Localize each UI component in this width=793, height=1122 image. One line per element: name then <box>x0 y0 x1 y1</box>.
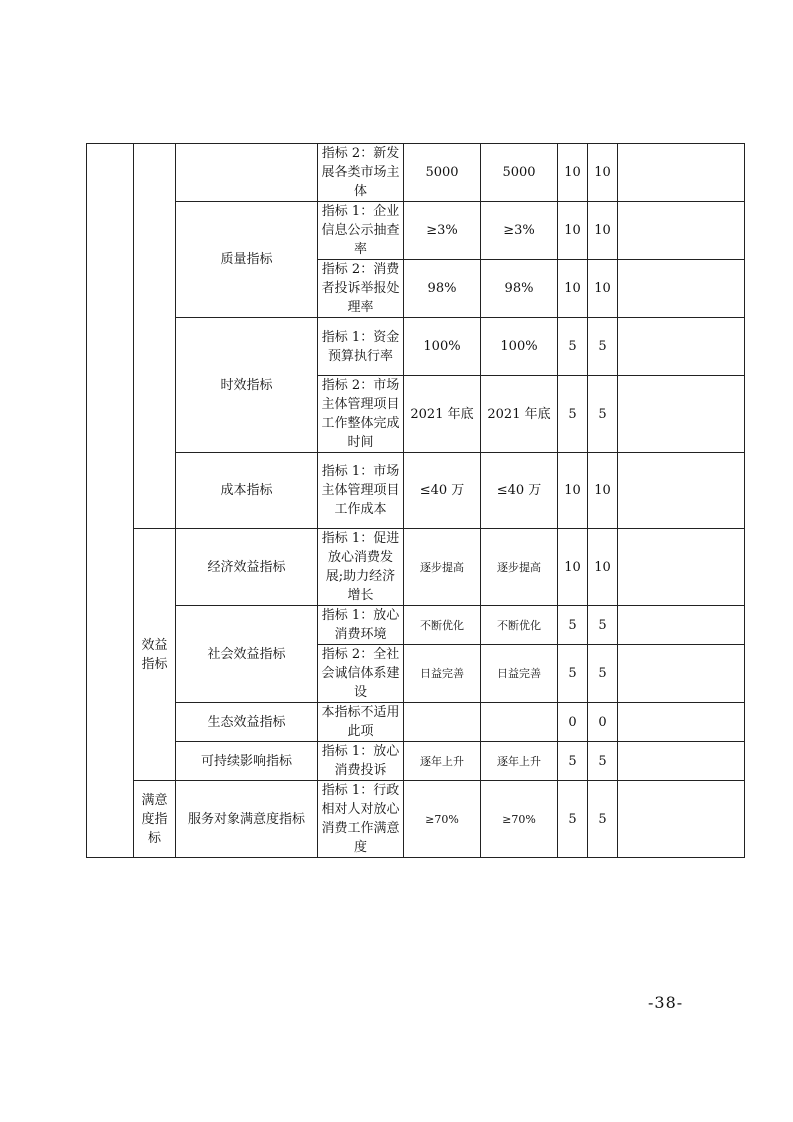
table-row <box>87 529 745 606</box>
score-value: 10 <box>588 202 618 260</box>
note-cell <box>618 742 745 781</box>
note-cell <box>618 376 745 453</box>
target-value: 日益完善 <box>404 645 481 703</box>
table-row <box>87 453 745 529</box>
indicator-cell: 指标 1：企业信息公示抽查率 <box>318 202 404 260</box>
actual-value: ≤40 万 <box>481 453 558 529</box>
weight-value: 5 <box>558 645 588 703</box>
score-value: 5 <box>588 606 618 645</box>
indicator-cell: 指标 2：全社会诚信体系建设 <box>318 645 404 703</box>
group-label-social: 社会效益指标 <box>176 606 318 703</box>
actual-value: ≥3% <box>481 202 558 260</box>
indicator-cell: 本指标不适用此项 <box>318 703 404 742</box>
table-row <box>87 781 745 858</box>
actual-value: 不断优化 <box>481 606 558 645</box>
actual-value: 5000 <box>481 144 558 202</box>
indicator-cell: 指标 1：行政相对人对放心消费工作满意度 <box>318 781 404 858</box>
actual-value: 逐年上升 <box>481 742 558 781</box>
table-row <box>87 202 745 260</box>
indicator-cell: 指标 1：市场主体管理项目工作成本 <box>318 453 404 529</box>
weight-value: 5 <box>558 781 588 858</box>
group-label-sustainable: 可持续影响指标 <box>176 742 318 781</box>
table-row <box>87 144 745 202</box>
indicator-cell: 指标 1：促进放心消费发展;助力经济增长 <box>318 529 404 606</box>
category-label-satisfaction: 满意度指标 <box>134 781 176 858</box>
target-value: ≥70% <box>404 781 481 858</box>
table-row <box>87 703 745 742</box>
blank-level2-cell <box>134 144 176 529</box>
weight-value: 5 <box>558 742 588 781</box>
weight-value: 10 <box>558 529 588 606</box>
target-value: 逐步提高 <box>404 529 481 606</box>
score-value: 10 <box>588 144 618 202</box>
weight-value: 5 <box>558 606 588 645</box>
weight-value: 10 <box>558 202 588 260</box>
table-row <box>87 318 745 376</box>
actual-value: 100% <box>481 318 558 376</box>
weight-value: 5 <box>558 318 588 376</box>
indicator-cell: 指标 2：新发展各类市场主体 <box>318 144 404 202</box>
weight-value: 10 <box>558 260 588 318</box>
actual-value: 逐步提高 <box>481 529 558 606</box>
target-value <box>404 703 481 742</box>
indicator-cell: 指标 2：消费者投诉举报处理率 <box>318 260 404 318</box>
actual-value: 98% <box>481 260 558 318</box>
weight-value: 10 <box>558 453 588 529</box>
indicator-cell: 指标 1：资金预算执行率 <box>318 318 404 376</box>
group-label-service-satisfaction: 服务对象满意度指标 <box>176 781 318 858</box>
target-value: 2021 年底 <box>404 376 481 453</box>
target-value: 100% <box>404 318 481 376</box>
note-cell <box>618 529 745 606</box>
note-cell <box>618 645 745 703</box>
performance-indicator-table <box>86 143 745 858</box>
note-cell <box>618 606 745 645</box>
blank-level1-cell <box>87 144 134 858</box>
group-label-timeliness: 时效指标 <box>176 318 318 453</box>
score-value: 5 <box>588 645 618 703</box>
score-value: 10 <box>588 260 618 318</box>
target-value: 5000 <box>404 144 481 202</box>
table-row <box>87 606 745 645</box>
note-cell <box>618 703 745 742</box>
indicator-cell: 指标 1：放心消费环境 <box>318 606 404 645</box>
note-cell <box>618 318 745 376</box>
table-row <box>87 742 745 781</box>
weight-value: 10 <box>558 144 588 202</box>
weight-value: 5 <box>558 376 588 453</box>
category-label-benefit: 效益指标 <box>134 529 176 781</box>
score-value: 0 <box>588 703 618 742</box>
group-label-economic: 经济效益指标 <box>176 529 318 606</box>
score-value: 5 <box>588 781 618 858</box>
score-value: 10 <box>588 453 618 529</box>
indicator-cell: 指标 1：放心消费投诉 <box>318 742 404 781</box>
score-value: 10 <box>588 529 618 606</box>
score-value: 5 <box>588 318 618 376</box>
score-value: 5 <box>588 376 618 453</box>
actual-value: 日益完善 <box>481 645 558 703</box>
note-cell <box>618 144 745 202</box>
blank-group-cell <box>176 144 318 202</box>
score-value: 5 <box>588 742 618 781</box>
target-value: ≥3% <box>404 202 481 260</box>
note-cell <box>618 260 745 318</box>
indicator-cell: 指标 2：市场主体管理项目工作整体完成时间 <box>318 376 404 453</box>
note-cell <box>618 781 745 858</box>
actual-value <box>481 703 558 742</box>
group-label-cost: 成本指标 <box>176 453 318 529</box>
target-value: 不断优化 <box>404 606 481 645</box>
actual-value: ≥70% <box>481 781 558 858</box>
target-value: 逐年上升 <box>404 742 481 781</box>
note-cell <box>618 453 745 529</box>
group-label-ecological: 生态效益指标 <box>176 703 318 742</box>
target-value: 98% <box>404 260 481 318</box>
target-value: ≤40 万 <box>404 453 481 529</box>
note-cell <box>618 202 745 260</box>
weight-value: 0 <box>558 703 588 742</box>
actual-value: 2021 年底 <box>481 376 558 453</box>
page-number: -38- <box>648 993 684 1012</box>
group-label-quality: 质量指标 <box>176 202 318 318</box>
